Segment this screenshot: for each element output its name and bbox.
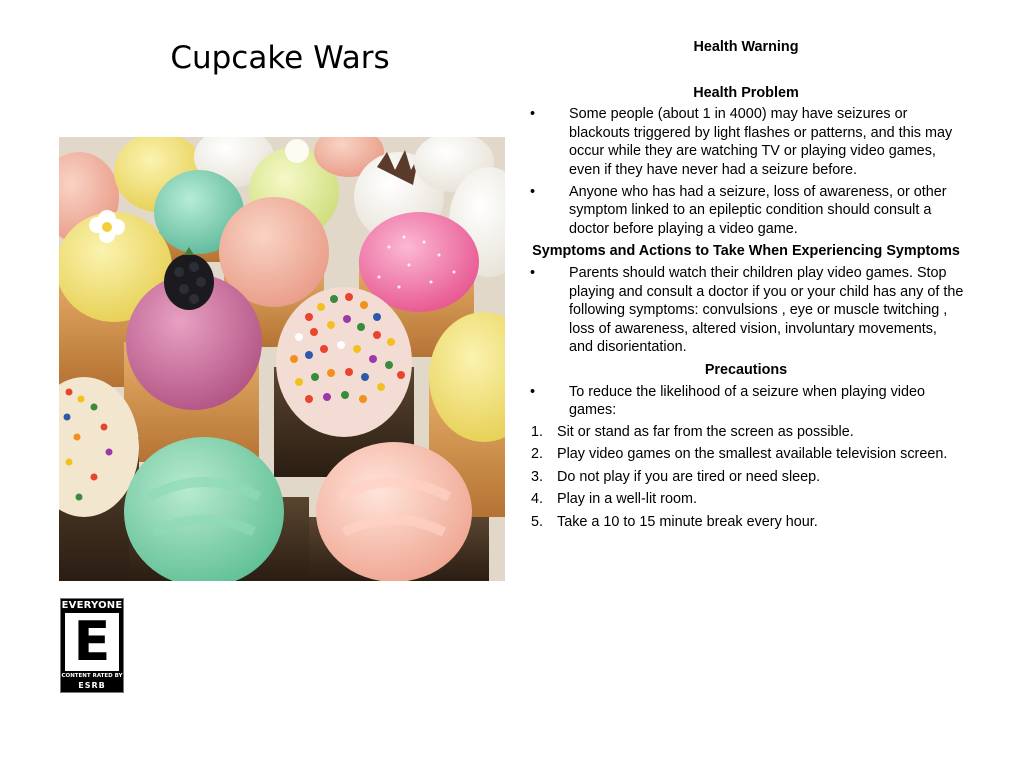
esrb-rating-letter: E [73, 610, 111, 673]
health-problem-heading: Health Problem [693, 84, 799, 101]
symptoms-list [528, 264, 964, 357]
precaution-steps-list [528, 423, 964, 532]
step-number: 1. [531, 423, 544, 440]
list-item-text: Some people (about 1 in 4000) may have seizures or blackouts triggered by light flashes or patterns, and this may occur while they are watching TV or playing video games, even if they have never had a seizure before. [569, 106, 953, 178]
step-text: Do not play if you are tired or need sleep. [557, 468, 821, 485]
step-number: 2. [531, 446, 544, 463]
bullet-glyph: • [530, 106, 536, 123]
step-text: Take a 10 to 15 minute break every hour. [557, 514, 818, 531]
step-text: Sit or stand as far from the screen as possible. [557, 423, 854, 440]
esrb-org-label: ESRB [78, 681, 106, 690]
cupcake-illustration [59, 137, 505, 581]
health-problem-list [528, 105, 964, 238]
list-item [528, 105, 964, 179]
esrb-rating-label: EVERYONE [61, 600, 123, 611]
health-warning-title: Health Warning [693, 39, 799, 55]
list-item [528, 383, 964, 420]
symptoms-heading: Symptoms and Actions to Take When Experiencing Symptoms [532, 243, 960, 260]
step-text: Play video games on the smallest available television screen. [557, 446, 948, 463]
esrb-letter-box [65, 610, 119, 673]
step-item [528, 513, 964, 532]
esrb-rating-badge [60, 598, 124, 693]
step-number: 5. [531, 514, 544, 531]
bullet-glyph: • [530, 183, 536, 200]
step-text: Play in a well-lit room. [557, 491, 697, 508]
list-item-text: To reduce the likelihood of a seizure when playing video games: [569, 383, 925, 419]
list-item [528, 264, 964, 357]
cupcake-photo [59, 137, 505, 581]
health-warning-panel [528, 38, 964, 536]
step-number: 3. [531, 468, 544, 485]
step-item [528, 490, 964, 509]
list-item [528, 183, 964, 239]
step-item [528, 423, 964, 442]
step-number: 4. [531, 491, 544, 508]
precautions-list [528, 383, 964, 420]
bullet-glyph: • [530, 383, 536, 400]
precautions-heading: Precautions [704, 361, 788, 378]
list-item-text: Anyone who has had a seizure, loss of awareness, or other symptom linked to an epileptic condition should consult a doctor before playing a video game. [569, 183, 947, 237]
list-item-text: Parents should watch their children play video games. Stop playing and consult a doctor if you or your child has any of the following symptoms: convulsions , eye or muscle twitching , loss of awareness, altered vision, involuntary movements, and disorientation. [569, 264, 964, 356]
step-item [528, 468, 964, 487]
slide-title: Cupcake Wars [170, 40, 390, 76]
bullet-glyph: • [530, 264, 536, 281]
esrb-content-label: CONTENT RATED BY [61, 673, 123, 679]
step-item [528, 445, 964, 464]
